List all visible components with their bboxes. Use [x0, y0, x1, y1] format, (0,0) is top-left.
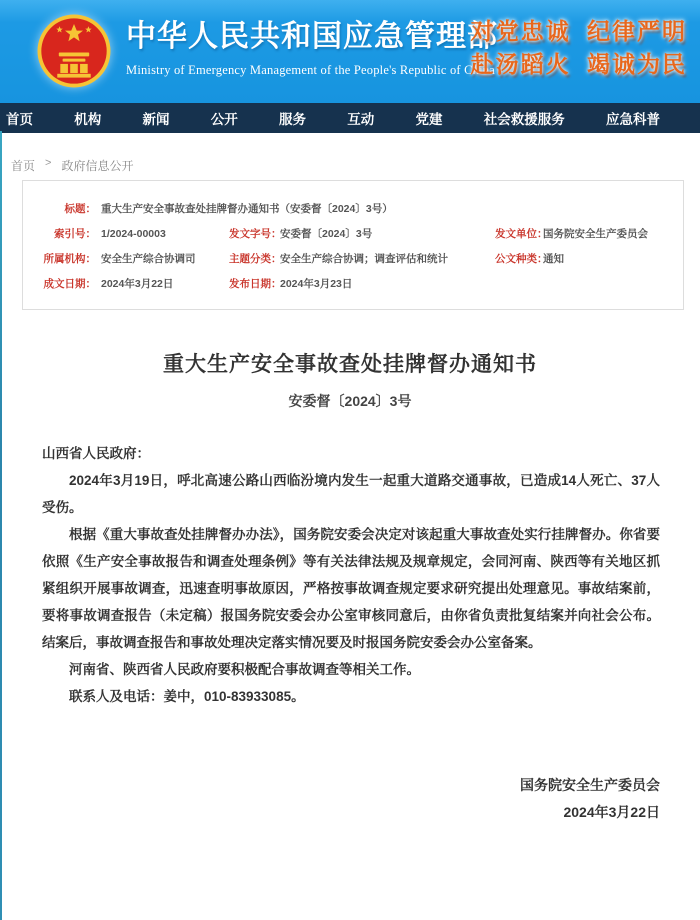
document-meta-card: [22, 180, 684, 310]
meta-value-doc-symbol: 安委督〔2024〕3号: [280, 228, 373, 240]
nav-item-orgs[interactable]: 机构: [74, 112, 102, 127]
document-body: [0, 440, 700, 710]
breadcrumb-separator: >: [45, 157, 52, 169]
meta-label-doc-type: 公文种类：: [495, 253, 548, 265]
nav-item-services[interactable]: 服务: [279, 112, 306, 127]
meta-label-topic: 主题分类：: [229, 253, 282, 265]
document-number: 安委督〔2024〕3号: [288, 393, 412, 409]
meta-field-topic: [229, 251, 495, 266]
meta-value-org: 安全生产综合协调司: [101, 253, 196, 265]
nav-item-disclosure[interactable]: 公开: [210, 112, 238, 127]
paragraph-4: 联系人及电话：姜中，010-83933085。: [69, 689, 305, 704]
ministry-name-cn: 中华人民共和国应急管理部: [126, 20, 498, 53]
meta-field-date-written: [23, 276, 229, 291]
meta-field-issuer: [495, 226, 673, 241]
breadcrumb: [0, 133, 700, 177]
meta-row-3: [23, 246, 673, 271]
meta-value-issuer: 国务院安全生产委员会: [543, 228, 648, 240]
meta-label-date-published: 发布日期：: [229, 278, 282, 290]
meta-field-index-number: [23, 226, 229, 241]
nav-item-science[interactable]: 应急科普: [606, 112, 660, 127]
meta-field-doc-type: [495, 251, 673, 266]
meta-value-title: 重大生产安全事故查处挂牌督办通知书（安委督〔2024〕3号）: [101, 203, 393, 215]
slogan-line-2: 赴汤蹈火 竭诚为民: [470, 51, 687, 77]
meta-label-org: 所属机构：: [43, 253, 96, 265]
paragraph-2: 根据《重大事故查处挂牌督办办法》，国务院安委会决定对该起重大事故查处实行挂牌督办。你省要依照《生产安全事故报告和调查处理条例》等有关法律法规及规章规定，会同河南、陕西等有关地区抓紧组织开展事故调查，迅速查明事故原因，严格按事故调查规定要求研究提出处理意见。事故结案前，要将事故调查报告（未定稿）报国务院安委会办公室审核同意后，由你省负责批复结案并向社会公布。结案后，事故调查报告和事故处理决定落实情况要及时报国务院安委会办公室备案。: [42, 527, 660, 650]
meta-value-date-published: 2024年3月23日: [280, 278, 353, 290]
slogan-banner: [471, 15, 687, 81]
meta-field-doc-symbol: [229, 226, 495, 241]
document-title: 重大生产安全事故查处挂牌督办通知书: [163, 353, 537, 376]
paragraph-1: 2024年3月19日，呼北高速公路山西临汾境内发生一起重大道路交通事故，已造成14人死亡、37人受伤。: [42, 473, 660, 515]
meta-value-topic: 安全生产综合协调；调查评估和统计: [280, 253, 448, 265]
meta-label-index-number: 索引号：: [54, 228, 96, 240]
meta-label-issuer: 发文单位：: [495, 228, 548, 240]
meta-label-date-written: 成文日期：: [43, 278, 96, 290]
meta-row-2: [23, 221, 673, 246]
meta-value-date-written: 2024年3月22日: [101, 278, 174, 290]
salutation: 山西省人民政府：: [42, 446, 150, 461]
signature-issuer: 国务院安全生产委员会: [520, 777, 660, 793]
site-header: [0, 0, 700, 103]
meta-field-date-published: [229, 276, 495, 291]
nav-item-interaction[interactable]: 互动: [347, 112, 375, 127]
nav-item-home[interactable]: 首页: [6, 112, 33, 127]
nav-item-news[interactable]: 新闻: [142, 112, 170, 127]
slogan-line-1: 对党忠诚 纪律严明: [470, 18, 687, 44]
breadcrumb-current[interactable]: 政府信息公开: [61, 159, 134, 173]
meta-row-title: [23, 196, 673, 221]
ministry-name-en: Ministry of Emergency Management of the People's Republic of China: [126, 63, 495, 77]
meta-field-org: [23, 251, 229, 266]
paragraph-3: 河南省、陕西省人民政府要积极配合事故调查等相关工作。: [69, 662, 420, 677]
national-emblem-icon[interactable]: [36, 13, 112, 89]
title-block: [126, 20, 498, 78]
breadcrumb-home-link[interactable]: 首页: [11, 159, 36, 173]
meta-row-4: [23, 271, 673, 296]
page-edge-accent: [0, 131, 2, 920]
signature-date: 2024年3月22日: [563, 804, 660, 820]
meta-label-title: 标题：: [64, 203, 96, 215]
nav-item-social-rescue[interactable]: 社会救援服务: [483, 112, 565, 127]
meta-field-title: [23, 201, 673, 216]
signature-block: [0, 772, 700, 826]
meta-value-doc-type: 通知: [543, 253, 564, 265]
meta-label-doc-symbol: 发文字号：: [229, 228, 282, 240]
meta-value-index-number: 1/2024-00003: [101, 228, 166, 240]
nav-item-party[interactable]: 党建: [415, 112, 443, 127]
main-nav: [0, 103, 700, 133]
